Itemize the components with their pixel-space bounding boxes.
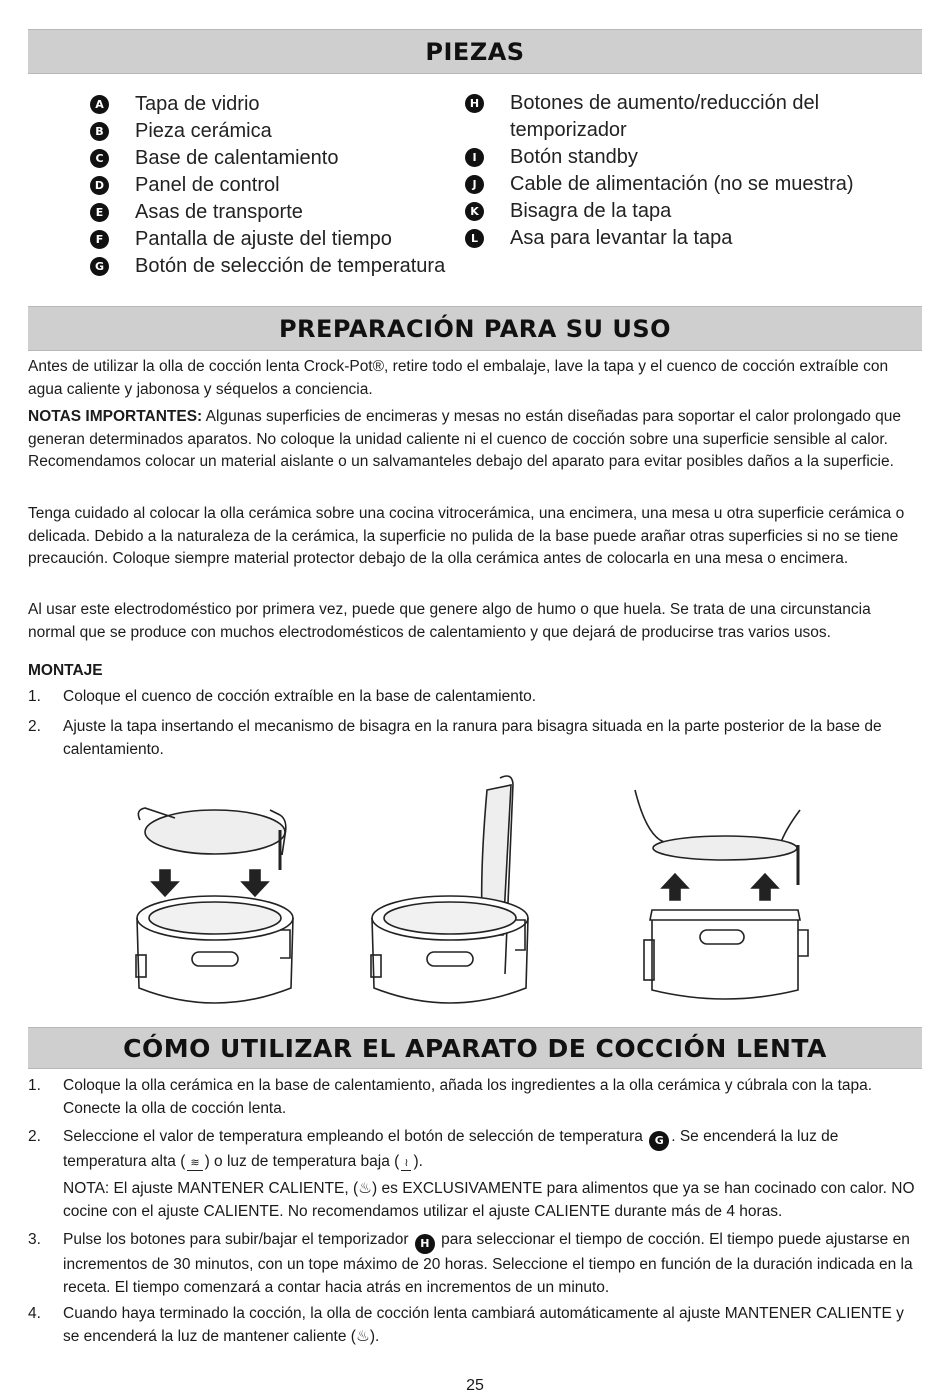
part-item: G Botón de selección de temperatura (90, 253, 445, 280)
usage-step-4: 4. Cuando haya terminado la cocción, la olla de cocción lenta cambiará automáticamente al ajuste MANTENER CALIENTE y se encenderá la luz de mantener caliente (♨). (28, 1305, 904, 1345)
letter-badge: J (465, 175, 484, 194)
parts-list-left (90, 91, 445, 280)
pot-with-lid-above (136, 808, 293, 1003)
part-item: E Asas de transporte (90, 199, 445, 226)
temperature-button-badge: G (649, 1131, 669, 1151)
letter-badge: E (90, 203, 109, 222)
pot-with-lid-open (371, 776, 528, 1003)
part-item: J Cable de alimentación (no se muestra) (465, 171, 870, 198)
page-number: 25 (466, 1377, 484, 1394)
part-item: C Base de calentamiento (90, 145, 445, 172)
letter-badge: L (465, 229, 484, 248)
letter-badge: F (90, 230, 109, 249)
low-heat-icon: ≀ (401, 1156, 411, 1171)
part-item: H Botones de aumento/reducción del temporizador (465, 90, 870, 144)
montaje-step: 1. Coloque el cuenco de cocción extraíble en la base de calentamiento. (28, 688, 537, 705)
prep-paragraph-4: Al usar este electrodoméstico por primera vez, puede que genere algo de humo o que huela. Se trata de una circunstancia normal que se produce con muchos electrodomésticos de calentamiento y que dejará de producirse tras varios usos. (28, 601, 871, 641)
part-item: I Botón standby (465, 144, 870, 171)
letter-badge: K (465, 202, 484, 221)
part-item: F Pantalla de ajuste del tiempo (90, 226, 445, 253)
section-title-como-utilizar: CÓMO UTILIZAR EL APARATO DE COCCIÓN LENTA (28, 1027, 922, 1069)
section-title-piezas: PIEZAS (28, 29, 922, 74)
keep-warm-icon: ♨ (358, 1180, 373, 1197)
letter-badge: A (90, 95, 109, 114)
pot-hands-lifting-lid (635, 790, 808, 999)
part-item: L Asa para levantar la tapa (465, 225, 870, 252)
parts-list-right (465, 90, 870, 252)
prep-paragraph-3: Tenga cuidado al colocar la olla cerámica sobre una cocina vitrocerámica, una encimera, una mesa u otra superficie cerámica o delicada. Debido a la naturaleza de la cerámica, la superficie no pulida de la base puede arañar otras superficies si no se tiene precaución. Coloque siempre material protector debajo de la olla cerámica antes de colocarla en una mesa o encimera. (28, 505, 905, 567)
usage-step-1: 1. Coloque la olla cerámica en la base de calentamiento, añada los ingredientes a la olla cerámica y cúbrala con la tapa. Conecte la olla de cocción lenta. (28, 1077, 873, 1117)
part-item: K Bisagra de la tapa (465, 198, 870, 225)
usage-note: NOTA: El ajuste MANTENER CALIENTE, (♨) es EXCLUSIVAMENTE para alimentos que ya se han cocinado con calor. NO cocine con el ajuste CALIENTE. No recomendamos utilizar el ajuste CALIENTE durante más de 4 horas. (63, 1180, 915, 1220)
letter-badge: G (90, 257, 109, 276)
letter-badge: H (465, 94, 484, 113)
letter-badge: D (90, 176, 109, 195)
section-title-preparacion: PREPARACIÓN PARA SU USO (28, 306, 922, 351)
part-item: D Panel de control (90, 172, 445, 199)
part-item: A Tapa de vidrio (90, 91, 445, 118)
assembly-illustration (120, 770, 840, 1010)
letter-badge: B (90, 122, 109, 141)
prep-paragraph-1: Antes de utilizar la olla de cocción lenta Crock-Pot®, retire todo el embalaje, lave la tapa y el cuenco de cocción extraíble con agua caliente y jabonosa y séquelos a conciencia. (28, 358, 889, 398)
usage-step-2: 2. Seleccione el valor de temperatura empleando el botón de selección de temperatura G . Se encenderá la luz de temperatura alta ( ≋ ) o luz de temperatura baja ( ≀ ). (28, 1128, 839, 1170)
usage-step-3: 3. Pulse los botones para subir/bajar el temporizador H para seleccionar el tiempo de cocción. El tiempo puede ajustarse en incrementos de 30 minutos, con un tope máximo de 20 horas. Seleccione el tiempo en función de la duración indicada en la receta. El tiempo comenzará a contar hacia atrás en incrementos de un minuto. (28, 1231, 913, 1296)
letter-badge: I (465, 148, 484, 167)
montaje-heading: MONTAJE (28, 662, 103, 679)
letter-badge: C (90, 149, 109, 168)
high-heat-icon: ≋ (187, 1156, 202, 1171)
prep-important-notes: NOTAS IMPORTANTES: Algunas superficies de encimeras y mesas no están diseñadas para soportar el calor prolongado que generan determinados aparatos. No coloque la unidad caliente ni el cuenco de cocción sobre una superficie sensible al calor. Recomendamos colocar un material aislante o un salvamanteles debajo del aparato para evitar posibles daños a la superficie. (28, 408, 902, 470)
timer-button-badge: H (415, 1234, 435, 1254)
part-item: B Pieza cerámica (90, 118, 445, 145)
montaje-step: 2. Ajuste la tapa insertando el mecanismo de bisagra en la ranura para bisagra situada en la parte posterior de la base de calentamiento. (28, 718, 882, 758)
keep-warm-light-icon: ♨ (355, 1327, 370, 1345)
